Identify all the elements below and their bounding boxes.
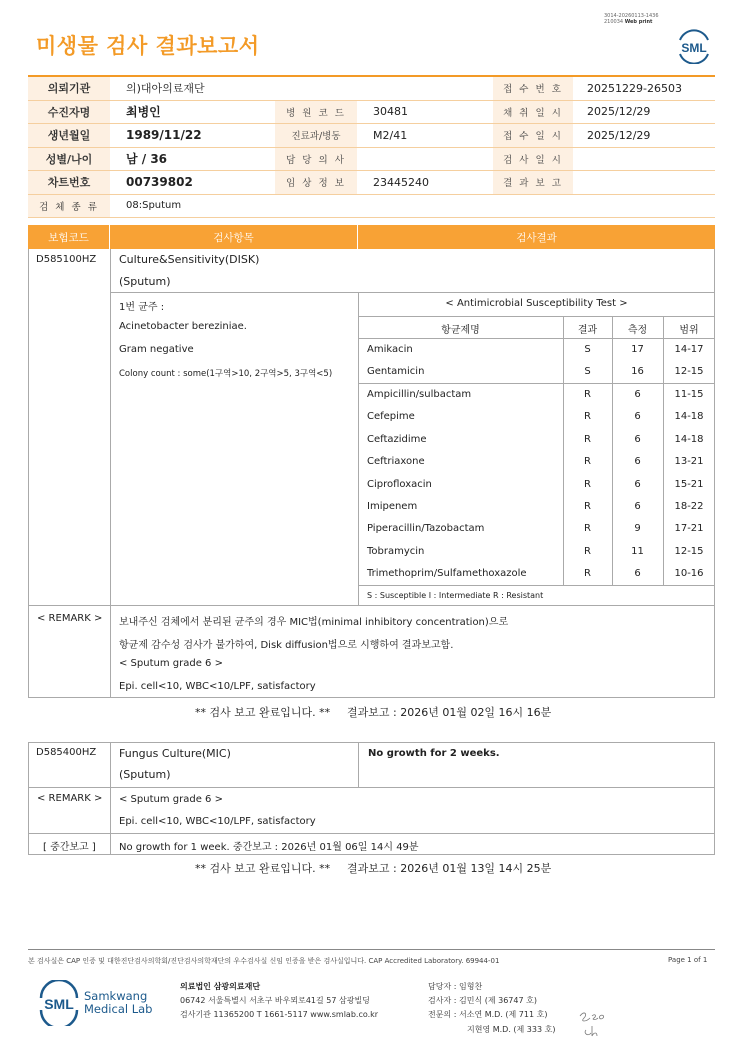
print-info: [604, 13, 684, 25]
test2-result: No growth for 2 weeks.: [368, 748, 500, 759]
label-patient-name: 수진자명: [28, 101, 110, 124]
ast-col-value: 측정: [627, 325, 648, 336]
label-specimen: 검 체 종 류: [28, 195, 110, 218]
remark1-line2: 항균제 감수성 검사가 불가하여, Disk diffusion법으로 시행하여 결과보고함.: [119, 640, 454, 651]
ast-range: 11-15: [674, 389, 704, 400]
remark1-label: < REMARK >: [37, 613, 103, 624]
label-report: 결 과 보 고: [493, 171, 573, 194]
ast-range: 17-21: [674, 523, 704, 535]
ast-title: < Antimicrobial Susceptibility Test >: [445, 298, 628, 309]
value-requester: 의)대아의료재단: [126, 82, 205, 96]
report-title: 미생물 검사 결과보고서: [36, 34, 260, 58]
value-sex-age: 남 / 36: [126, 152, 168, 167]
ast-drug-name: Ceftriaxone: [367, 456, 425, 468]
info-row: [28, 124, 715, 148]
ast-result: R: [584, 389, 591, 400]
ast-drug-name: Trimethoprim/Sulfamethoxazole: [367, 568, 527, 580]
ast-drug-name: Gentamicin: [367, 366, 425, 377]
remark1-line3: < Sputum grade 6 >: [119, 658, 223, 669]
value-specimen: 08:Sputum: [126, 200, 182, 212]
ast-range: 18-22: [674, 501, 704, 512]
label-test-date: 검 사 일 시: [493, 148, 573, 171]
info-row: [28, 195, 715, 219]
ast-range: 10-16: [674, 568, 704, 580]
colony-count: Colony count : some(1구역>10, 2구역>5, 3구역<5): [119, 369, 333, 379]
label-birth: 생년월일: [28, 124, 110, 147]
label-hospital-code: 병 원 코 드: [275, 101, 357, 124]
footer-contact: 검사기관 11365200 T 1661-5117 www.smlab.co.kr: [180, 1010, 379, 1019]
ast-legend: S : Susceptible I : Intermediate R : Resistant: [367, 591, 544, 600]
value-clinical: 23445240: [373, 175, 429, 189]
ast-value: 6: [634, 389, 641, 400]
test1-code: D585100HZ: [36, 254, 97, 265]
page-number: Page 1 of 1: [668, 956, 708, 964]
label-sex-age: 성별/나이: [28, 148, 110, 171]
test2-name: Fungus Culture(MIC): [119, 747, 231, 760]
sml-logo-icon: [674, 24, 714, 64]
interim-text: No growth for 1 week. 중간보고 : 2026년 01월 06일 14시 49분: [119, 842, 419, 853]
test1-report-time: 결과보고 : 2026년 01월 02일 16시 16분: [347, 706, 552, 719]
ast-value: 6: [634, 433, 641, 445]
ast-drug-name: Tobramycin: [367, 545, 425, 557]
staff-1: 담당자 : 임형찬: [428, 982, 483, 991]
gram-stain: Gram negative: [119, 344, 194, 355]
ast-value: 6: [634, 568, 641, 580]
staff-4: 지현영 M.D. (제 333 호): [467, 1025, 556, 1034]
ast-col-drug: 항균제명: [441, 325, 480, 336]
footer-address: 06742 서울특별시 서초구 바우뫼로41길 57 삼광빌딩: [180, 996, 370, 1005]
value-hospital-code: 30481: [373, 105, 408, 119]
ast-value: 11: [631, 545, 644, 557]
ast-drug-name: Piperacillin/Tazobactam: [367, 523, 485, 535]
col-code: 보험코드: [28, 225, 110, 249]
label-receipt: 접 수 일 시: [493, 124, 573, 147]
col-result: 검사결과: [516, 231, 557, 244]
logo-text-1: Samkwang: [84, 989, 148, 1003]
ast-result: S: [584, 366, 591, 377]
result-table-header: [28, 225, 715, 249]
remark2-label: < REMARK >: [37, 793, 103, 804]
organism-name: Acinetobacter bereziniae.: [119, 321, 247, 332]
remark1-line4: Epi. cell<10, WBC<10/LPF, satisfactory: [119, 681, 316, 692]
svg-text:SML: SML: [44, 996, 74, 1012]
value-patient-name: 최병인: [126, 105, 161, 120]
info-row: [28, 171, 715, 195]
ast-drug-name: Amikacin: [367, 344, 413, 355]
label-clinical: 임 상 정 보: [275, 171, 357, 194]
value-dept: M2/41: [373, 128, 408, 142]
ast-result: R: [584, 456, 591, 468]
remark2-line2: Epi. cell<10, WBC<10/LPF, satisfactory: [119, 816, 316, 827]
test2-specimen: (Sputum): [119, 768, 171, 781]
signature-icon: [576, 1008, 610, 1040]
ast-drug-name: Cefepime: [367, 411, 415, 423]
samkwang-logo-icon: [36, 980, 82, 1026]
label-doctor: 담 당 의 사: [275, 148, 357, 171]
print-code2: 210034: [604, 19, 624, 25]
footer-org: 의료법인 삼광의료재단: [180, 982, 261, 991]
logo-wordmark: [84, 990, 152, 1016]
remark2-line1: < Sputum grade 6 >: [119, 794, 223, 805]
ast-result: R: [584, 523, 591, 535]
value-birth: 1989/11/22: [126, 128, 202, 143]
staff-2: 검사자 : 김민식 (제 36747 호): [428, 996, 537, 1005]
value-accession: 20251229-26503: [587, 81, 682, 95]
ast-drug-name: Ampicillin/sulbactam: [367, 389, 472, 400]
ast-range: 14-18: [674, 411, 704, 423]
label-chart-no: 차트번호: [28, 171, 110, 194]
print-code: 3014-20260113-1436: [604, 13, 659, 19]
ast-drug-name: Imipenem: [367, 501, 418, 512]
ast-col-result: 결과: [577, 325, 598, 336]
value-chart-no: 00739802: [126, 175, 193, 190]
ast-value: 6: [634, 456, 641, 468]
label-dept: 진료과/병동: [275, 124, 357, 147]
ast-value: 6: [634, 478, 641, 490]
ast-result: R: [584, 411, 591, 423]
footer-divider: [28, 949, 715, 950]
footer-notice: 본 검사실은 CAP 인증 및 대한진단검사의학회/진단검사의학재단의 우수검사실 신임 인증을 받은 검사실입니다. CAP Accredited Laboratory. 69944-01: [28, 957, 500, 965]
organism-label: 1번 균주 :: [119, 302, 165, 313]
value-collection: 2025/12/29: [587, 105, 651, 119]
ast-value: 17: [631, 344, 644, 355]
test2-complete: ** 검사 보고 완료입니다. **: [195, 862, 331, 875]
test2-report-time: 결과보고 : 2026년 01월 13일 14시 25분: [347, 862, 552, 875]
ast-range: 14-18: [674, 433, 704, 445]
staff-3: 전문의 : 서소연 M.D. (제 711 호): [428, 1010, 548, 1019]
info-row: [28, 148, 715, 172]
ast-range: 14-17: [674, 344, 704, 355]
ast-drug-name: Ceftazidime: [367, 433, 427, 445]
interim-label: [ 중간보고 ]: [43, 842, 96, 853]
info-row: [28, 101, 715, 125]
test1-name: Culture&Sensitivity(DISK): [119, 253, 260, 266]
ast-value: 16: [631, 366, 644, 377]
ast-result: R: [584, 568, 591, 580]
ast-value: 6: [634, 501, 641, 512]
remark1-line1: 보내주신 검체에서 분리된 균주의 경우 MIC법(minimal inhibitory concentration)으로: [119, 617, 509, 628]
test1-complete: ** 검사 보고 완료입니다. **: [195, 706, 331, 719]
info-row: [28, 77, 715, 101]
label-requester: 의뢰기관: [28, 77, 110, 100]
label-collection: 채 취 일 시: [493, 101, 573, 124]
ast-col-range: 범위: [679, 325, 699, 336]
logo-text-2: Medical Lab: [84, 1002, 153, 1016]
ast-range: 12-15: [674, 545, 704, 557]
ast-drug-name: Ciprofloxacin: [367, 478, 432, 490]
ast-result: R: [584, 433, 591, 445]
ast-result: R: [584, 478, 591, 490]
print-label: Web print: [624, 19, 653, 25]
svg-text:SML: SML: [681, 41, 707, 55]
ast-range: 13-21: [674, 456, 704, 468]
value-receipt: 2025/12/29: [587, 128, 651, 142]
ast-value: 6: [634, 411, 641, 423]
ast-range: 12-15: [674, 366, 704, 377]
col-item: 검사항목: [110, 225, 358, 249]
ast-result: R: [584, 545, 591, 557]
patient-info-table: [28, 75, 715, 218]
ast-result: R: [584, 501, 591, 512]
ast-result: S: [584, 344, 591, 355]
test1-specimen: (Sputum): [119, 275, 171, 288]
ast-range: 15-21: [674, 478, 704, 490]
ast-value: 9: [634, 523, 641, 535]
label-accession: 접 수 번 호: [493, 77, 573, 100]
test2-code: D585400HZ: [36, 747, 97, 758]
